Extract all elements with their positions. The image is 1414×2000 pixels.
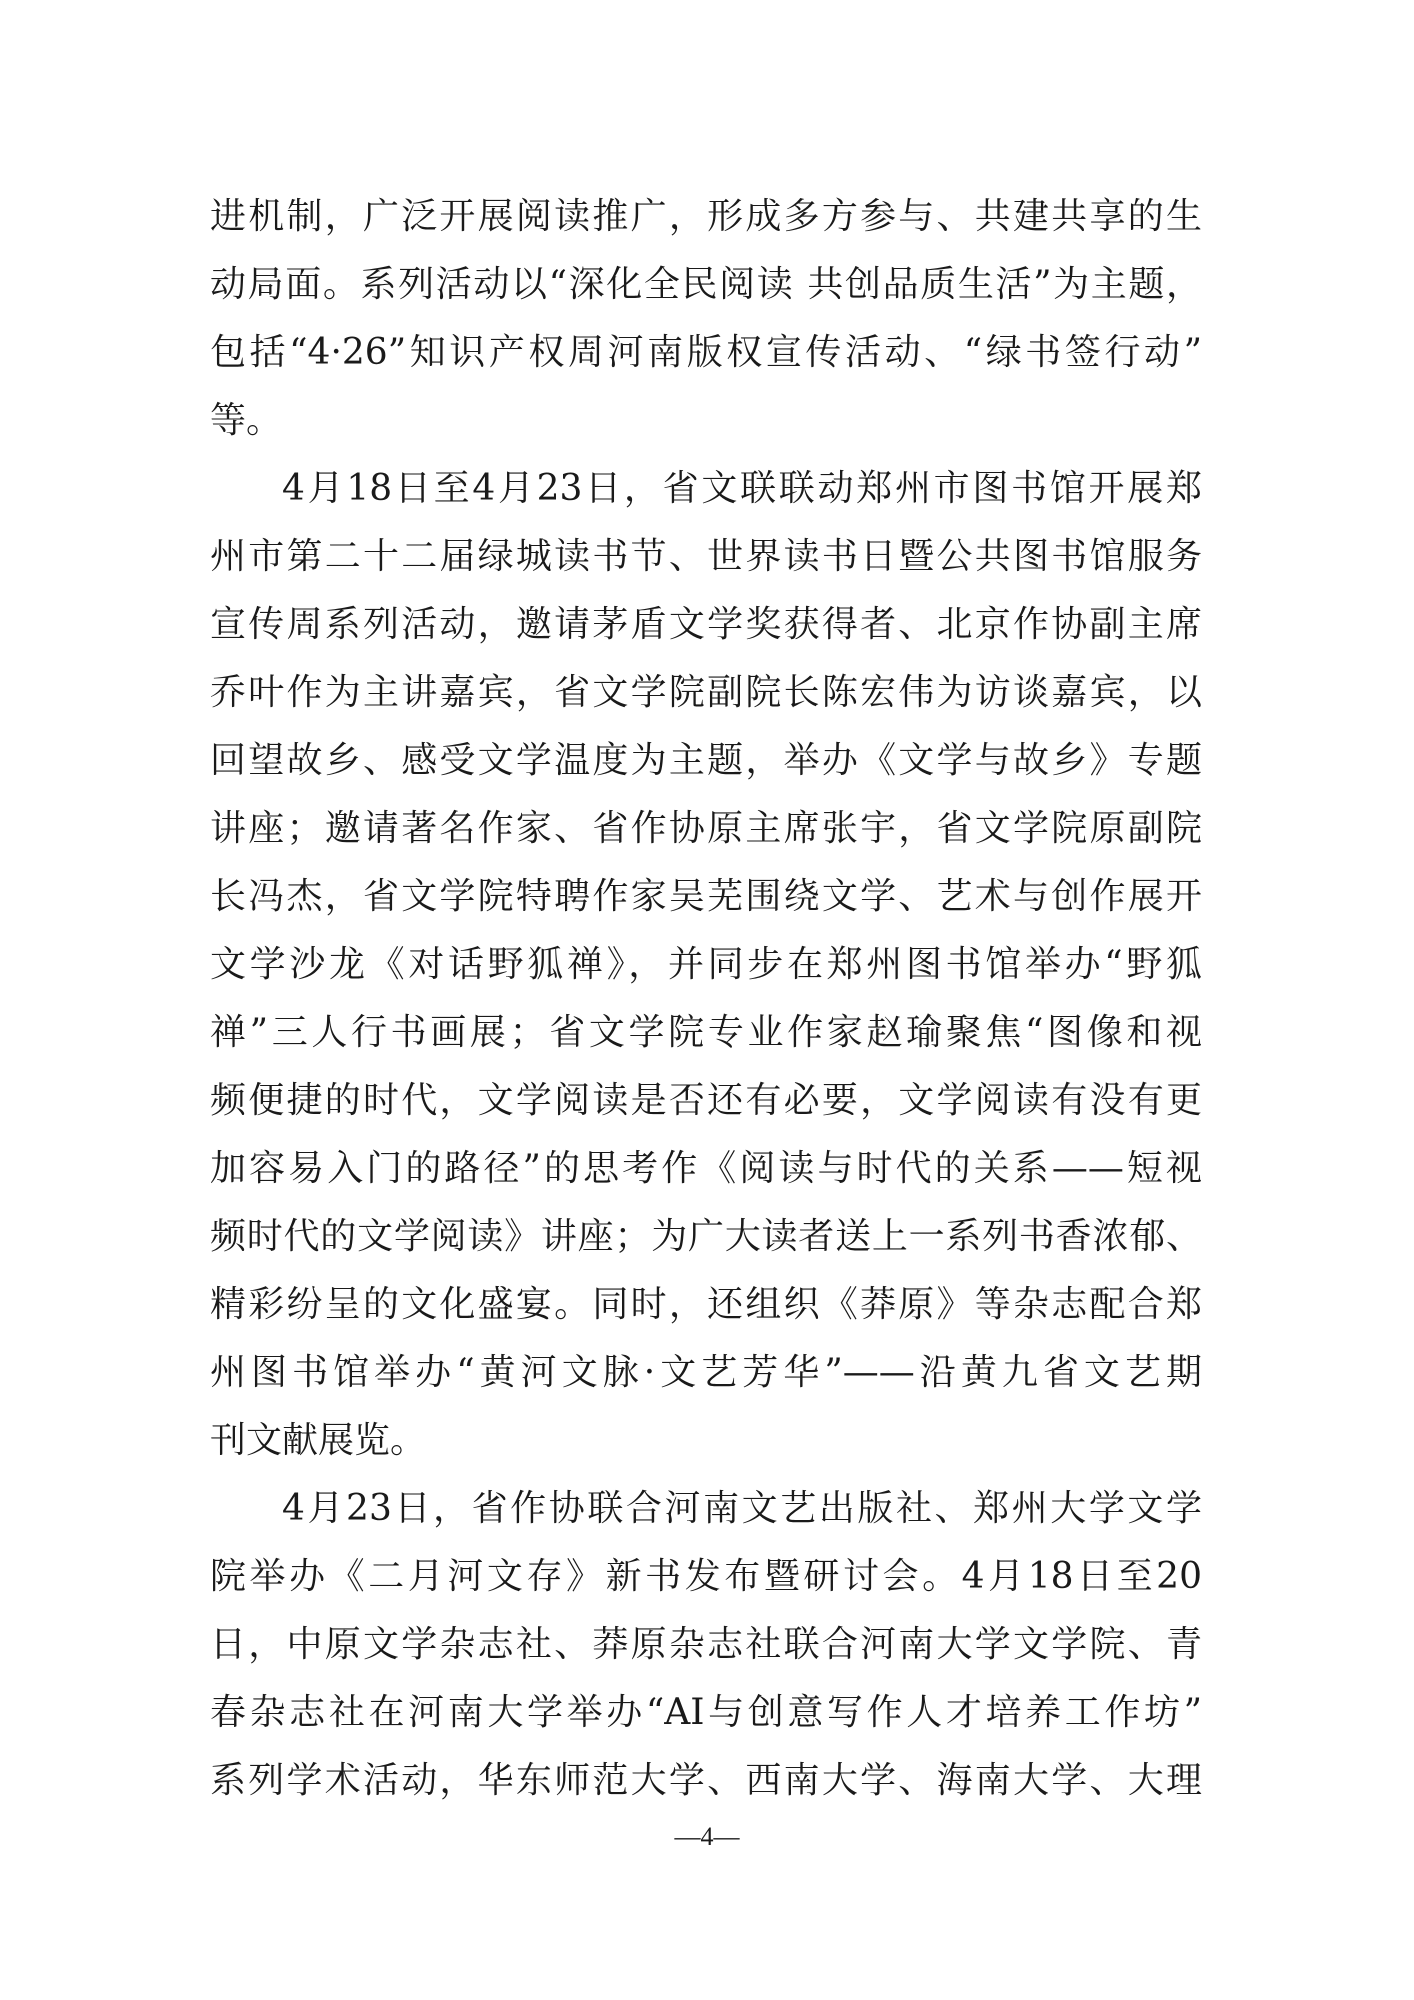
text-line: 进机制，广泛开展阅读推广，形成多方参与、共建共享的生 [210,196,1202,237]
text-line: 加容易入门的路径”的思考作《阅读与时代的关系——短视 [210,1148,1202,1189]
text-line: 频时代的文学阅读》讲座；为广大读者送上一系列书香浓郁、 [210,1216,1202,1257]
text-line: 春杂志社在河南大学举办“AI与创意写作人才培养工作坊” [210,1692,1202,1733]
text-line: 回望故乡、感受文学温度为主题，举办《文学与故乡》专题 [210,740,1202,781]
text-line: 禅”三人行书画展；省文学院专业作家赵瑜聚焦“图像和视 [210,1012,1202,1053]
text-line: 州市第二十二届绿城读书节、世界读书日暨公共图书馆服务 [210,536,1202,577]
paragraph-first-line: 4月18日至4月23日，省文联联动郑州市图书馆开展郑 [282,468,1202,509]
text-line: 长冯杰，省文学院特聘作家吴芜围绕文学、艺术与创作展开 [210,876,1202,917]
text-line: 等。 [210,400,283,441]
body-text [210,183,1202,1815]
text-line: 日，中原文学杂志社、莽原杂志社联合河南大学文学院、青 [210,1624,1202,1665]
text-line: 频便捷的时代，文学阅读是否还有必要，文学阅读有没有更 [210,1080,1202,1121]
text-line: 包括“4·26”知识产权周河南版权宣传活动、“绿书签行动” [210,332,1202,373]
text-line: 系列学术活动，华东师范大学、西南大学、海南大学、大理 [210,1760,1202,1801]
page-number: —4— [674,1822,740,1851]
text-line: 文学沙龙《对话野狐禅》，并同步在郑州图书馆举办“野狐 [210,944,1202,985]
text-line: 乔叶作为主讲嘉宾，省文学院副院长陈宏伟为访谈嘉宾，以 [210,672,1202,713]
paragraph-first-line: 4月23日，省作协联合河南文艺出版社、郑州大学文学 [282,1488,1202,1529]
text-line: 讲座；邀请著名作家、省作协原主席张宇，省文学院原副院 [210,808,1202,849]
text-line: 刊文献展览。 [210,1420,427,1461]
text-line: 宣传周系列活动，邀请茅盾文学奖获得者、北京作协副主席 [210,604,1202,645]
text-line: 院举办《二月河文存》新书发布暨研讨会。4月18日至20 [210,1556,1202,1597]
text-line: 州图书馆举办“黄河文脉·文艺芳华”——沿黄九省文艺期 [210,1352,1202,1393]
text-line: 动局面。系列活动以“深化全民阅读 共创品质生活”为主题， [210,264,1202,305]
text-line: 精彩纷呈的文化盛宴。同时，还组织《莽原》等杂志配合郑 [210,1284,1202,1325]
